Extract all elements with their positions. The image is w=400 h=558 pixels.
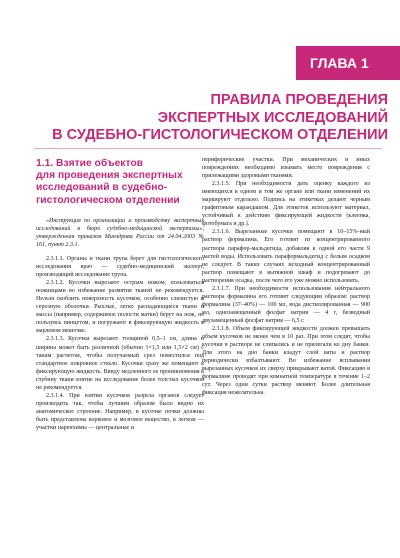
paragraph: 2.3.1.2. Кусочки вырезают острым ножом, пользоваться ножницами во избежание размятия тканей не рекомендуется. Нельзя скоблить поверхность кусочков, особенно слизистую и серозную оболочки. Рыхлые, легко распадающиеся ткани и массы (например, содержимое полости матки) берут на нож, не пользуясь пинцетом, и погружают в фиксирующую жидкость в марлевом мешочке. — [36, 280, 204, 335]
section-heading-line: 1.1. Взятие объектов — [36, 158, 143, 169]
paragraph: 2.3.1.3. Кусочки вырезают толщиной 0,5–1 см, длина и ширина может быть различной (обычно 1×1,5 или 1,5×2 см) с таким расчетом, чтобы получаемый срез поместился под стандартное покровное стекло. Кусочки сразу же помещают в фиксирующую жидкость. Ввиду медленного ее проникновения в глубину ткани взятие на исследование более толстых кусочков не рекомендуется. — [36, 336, 204, 391]
section-divider — [34, 148, 382, 149]
chapter-title — [0, 92, 388, 145]
chapter-title-line: ЭКСПЕРТНЫХ ИССЛЕДОВАНИЙ — [157, 109, 388, 126]
paragraph: 2.3.1.5. При необходимости дать оценку каждого из имеющихся в одном и том же органе или ткани изменений их маркируют отдельно. Подпись на этикетках делают черным графитовым карандашом. Для этикеток используют материал, устойчивый к действию фиксирующей жидкости (клеенка, фотобумага и др.). — [202, 181, 370, 228]
section-heading — [36, 158, 204, 207]
reference-note: «Инструкция по организации и производству экспертных исследований в бюро судебно-медицинской экспертизы», утвержденная приказом Минздрава России от 24.04.2003 № 161, пункт 2.3.1. — [36, 217, 204, 248]
chapter-title-line: ПРАВИЛА ПРОВЕДЕНИЯ — [210, 92, 388, 108]
paragraph: 2.3.1.6. Вырезанные кусочки помещают в 10–15%-ный раствор формалина. Его готовят из концентрированного раствора парафор-мальдегида, добавляя к одной его части 9 частей воды. Использовать параформальдегид с белым осадком не следует. В таких случаях исходный концентрированный раствор помещают в вытяжной шкаф и подогревают до растворения осадка, после чего его уже можно использовать. — [202, 229, 370, 284]
chapter-title-line: В СУДЕБНО-ГИСТОЛОГИЧЕСКОМ ОТДЕЛЕНИИ — [52, 127, 388, 143]
paragraph-continued: периферические участки. При механических и иных повреждениях необходимо изымать место повреждения с прилежащими здоровыми тканями. — [202, 157, 370, 180]
paragraph: 2.3.1.7. При необходимости использования нейтрального раствора формалина его готовят следующим образом: раствор формалина (37–40%) — 100 мл, вода дистиллированная — 900 мл, однозамещенный фосфат натрия — 4 г, безводный двузамещенный фосфат натрия — 6,5 г. — [202, 285, 370, 324]
paragraph: 2.3.1.4. При взятии кусочков разреза органов следует производить так, чтобы лучшим образом было видно их анатомическое строение. Например, в кусочке почки должны быть представлены корковое и мозговое вещество, в легком — участки паренхимы — центральные и — [36, 392, 204, 431]
chapter-label: ГЛАВА 1 — [296, 46, 400, 80]
section-heading-line: для проведения экспертных — [36, 170, 183, 182]
left-column — [36, 156, 204, 432]
section-heading-line: исследований в судебно- — [36, 182, 168, 194]
paragraph: 2.3.1.1. Органы и ткани трупа берет для гистологического исследования врач — судебно-медицинский эксперт, производящий исследование трупа. — [36, 256, 204, 279]
paragraph: 2.3.1.8. Объем фиксирующей жидкости должен превышать объем кусочков не менее чем в 10 раз. При этом следят, чтобы кусочки в растворе не слипались и не прилегали ко дну банки. Для этого на дно банки кладут слой ваты и раствор периодически взбалтывают. Во избежание всплывания вырезанных кусочков их сверху прикрывают ватой. Фиксацию в формалине проводят при комнатной температуре в течение 1–2 сут. Через одни сутки раствор меняют. Более длительная фиксация нежелательна. — [202, 325, 370, 397]
section-heading-line: гистологическом отделении — [36, 194, 180, 206]
right-column — [202, 156, 370, 397]
